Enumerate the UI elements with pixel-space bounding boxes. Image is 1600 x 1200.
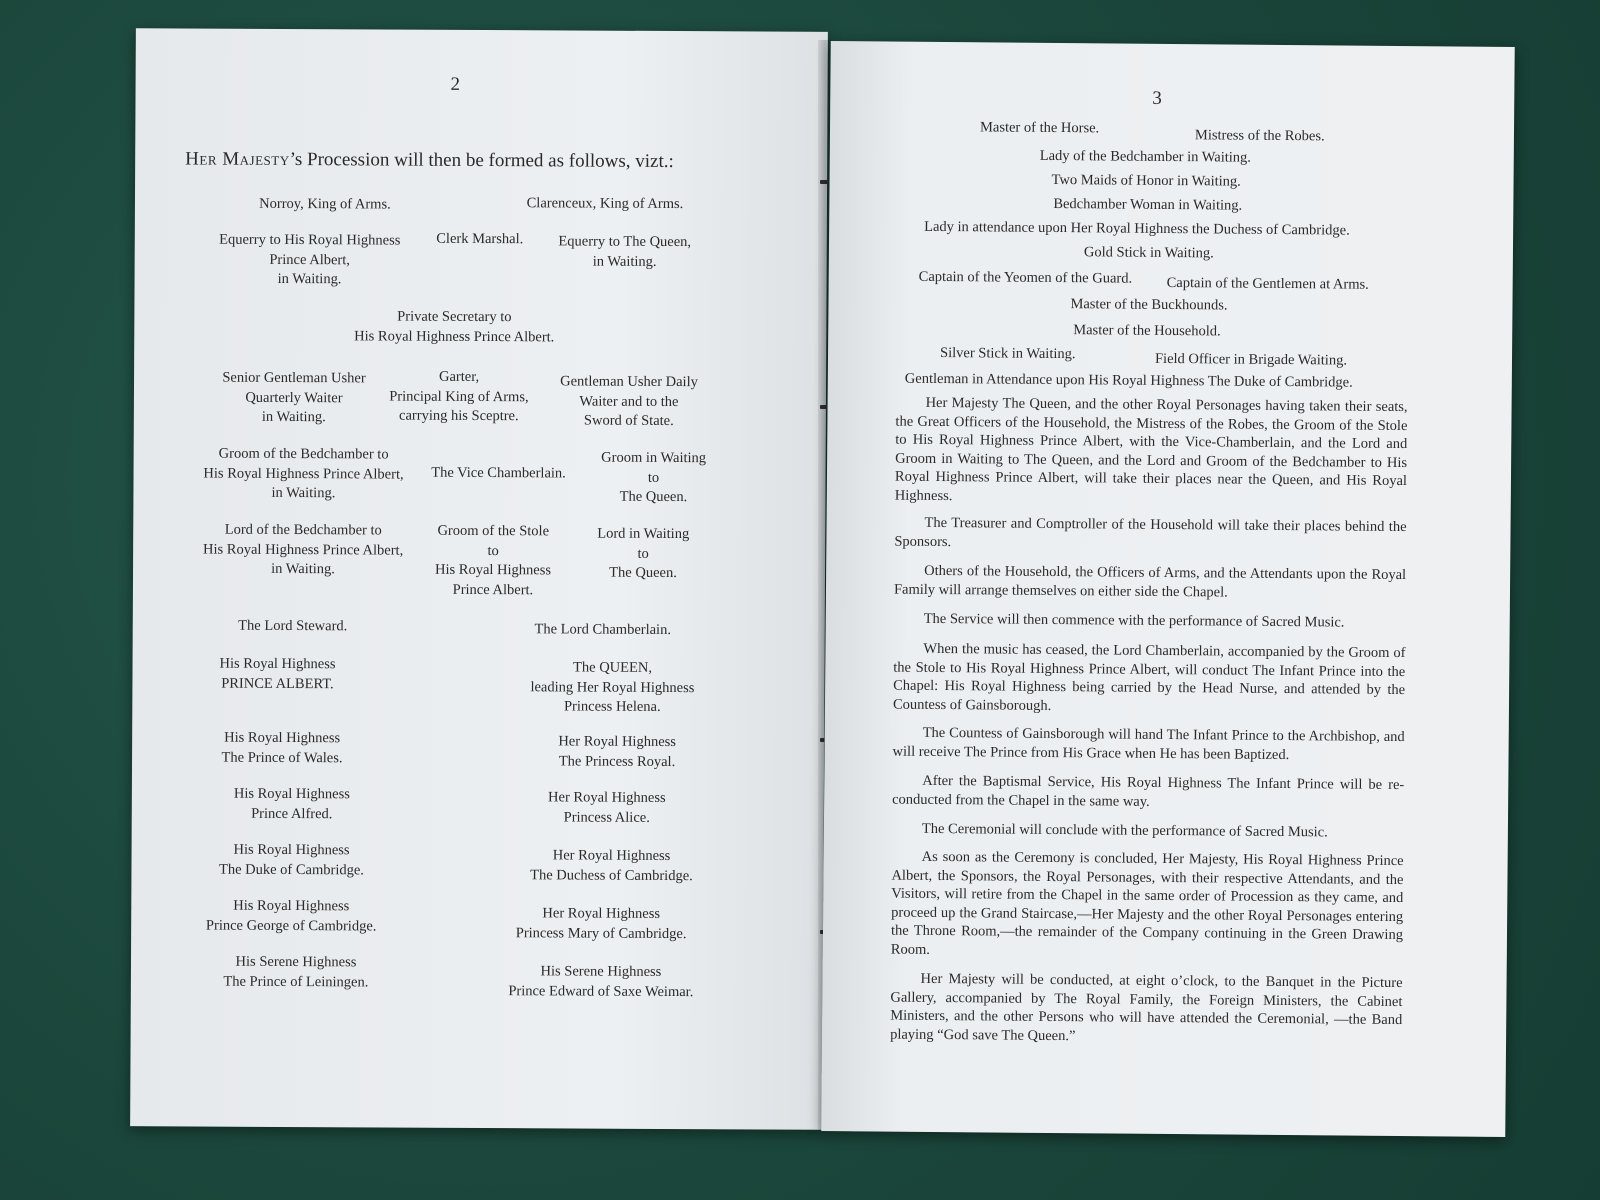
attendant-line: Gold Stick in Waiting.: [1083, 244, 1214, 262]
royal-entry: His Serene Highness Prince Edward of Saxe Weimar.: [508, 963, 694, 1000]
royal-entry: Her Royal Highness The Duchess of Cambridge.: [530, 847, 693, 884]
attendant-line: Bedchamber Woman in Waiting.: [1053, 195, 1243, 214]
officer-entry: The Lord Chamberlain.: [534, 621, 672, 639]
ceremony-paragraph: Her Majesty The Queen, and the other Royal Personages having taken their seats, the Great Officers of the Household, the Mistress of the Robes, the Groom of the Stole to His Royal Highness Prince Albert, with the Vice-Chamberlain, and the Lord and Groom in Waiting to The Queen, and the Lord and Groom of the Bedchamber to His Royal Highness Prince Albert, will take their places near the Queen, and His Royal Highness.: [894, 394, 1408, 505]
attendant-line: Master of the Household.: [1073, 322, 1221, 340]
attendant-line: Mistress of the Robes.: [1194, 127, 1325, 145]
attendant-line: Silver Stick in Waiting.: [939, 345, 1076, 363]
royal-entry: Her Royal Highness Princess Alice.: [548, 789, 666, 826]
attendant-line: Gentleman in Attendance upon His Royal Highness The Duke of Cambridge.: [904, 370, 1353, 391]
officer-entry: Private Secretary to His Royal Highness Prince Albert.: [354, 308, 555, 345]
ceremony-paragraph: Her Majesty will be conducted, at eight o’clock, to the Banquet in the Picture Gallery, accompanied by The Royal Family, the Foreign Ministers, the Cabinet Ministers, and the other Persons who will have attended the Ceremonial, —the Band playing “God save The Queen.”: [890, 970, 1403, 1044]
ceremony-paragraph: When the music has ceased, the Lord Chamberlain, accompanied by the Groom of the Stole to His Royal Highness Prince Albert, will conduct The Infant Prince into the Chapel: His Royal Highness being carried by the Head Nurse, and attended by the Countess of Gainsborough.: [892, 640, 1406, 714]
royal-entry: His Royal Highness The Prince of Wales.: [221, 729, 343, 766]
officer-entry: Clerk Marshal.: [436, 230, 524, 248]
royal-entry: His Royal Highness PRINCE ALBERT.: [219, 655, 336, 692]
royal-entry: Her Royal Highness The Princess Royal.: [558, 733, 676, 770]
royal-entry: The QUEEN, leading Her Royal Highness Princess Helena.: [530, 659, 695, 715]
attendant-line: Captain of the Gentlemen at Arms.: [1166, 274, 1369, 293]
attendant-line: Master of the Horse.: [979, 119, 1100, 137]
officer-entry: Senior Gentleman Usher Quarterly Waiter in Waiting.: [222, 369, 366, 426]
ceremony-paragraph: The Ceremonial will conclude with the performance of Sacred Music.: [921, 820, 1328, 841]
heading-emphasis: Her Majesty: [185, 148, 290, 171]
royal-entry: Her Royal Highness Princess Mary of Cambridge.: [515, 905, 687, 942]
right-page: [821, 41, 1514, 1137]
officer-entry: Groom of the Bedchamber to His Royal Highness Prince Albert, in Waiting.: [203, 445, 404, 502]
officer-entry: Garter, Principal King of Arms, carrying his Sceptre.: [389, 368, 529, 425]
officer-entry: Norroy, King of Arms.: [259, 195, 391, 213]
attendant-line: Lady of the Bedchamber in Waiting.: [1039, 147, 1252, 166]
attendant-line: Master of the Buckhounds.: [1070, 296, 1228, 314]
ceremony-paragraph: As soon as the Ceremony is concluded, Her Majesty, His Royal Highness Prince Albert, the Sponsors, the Royal Personages, with their respective Attendants, and the Visitors, will retire from the Chapel in the same order of Procession as they came, and proceed up the Grand Staircase,—Her Majesty and the other Royal Personages entering the Throne Room,—the remainder of the Company continuing in the Green Drawing Room.: [890, 848, 1404, 958]
page-heading: [185, 148, 785, 173]
officer-entry: Groom in Waiting to The Queen.: [601, 449, 707, 506]
attendant-line: Two Maids of Honor in Waiting.: [1051, 171, 1241, 190]
page-number: 2: [450, 73, 461, 95]
royal-entry: His Royal Highness Prince Alfred.: [233, 785, 350, 822]
officer-entry: Groom of the Stole to His Royal Highness Prince Albert.: [435, 522, 552, 598]
royal-entry: His Royal Highness Prince George of Cambridge.: [205, 897, 377, 934]
officer-entry: The Lord Steward.: [238, 617, 348, 635]
officer-entry: Equerry to The Queen, in Waiting.: [558, 233, 692, 270]
binding-stitch: [820, 180, 828, 184]
ceremony-paragraph: After the Baptismal Service, His Royal Highness The Infant Prince will be re-conducted from the Chapel in the same way.: [892, 772, 1405, 810]
attendant-line: Lady in attendance upon Her Royal Highness the Duchess of Cambridge.: [924, 218, 1350, 239]
officer-entry: The Vice Chamberlain.: [431, 464, 566, 482]
officer-entry: Clarenceux, King of Arms.: [526, 195, 684, 213]
heading-text: ’s Procession will then be formed as follows, vizt.:: [289, 149, 674, 173]
left-page: [130, 28, 828, 1130]
royal-entry: His Royal Highness The Duke of Cambridge.: [218, 841, 365, 878]
ceremony-paragraph: The Service will then commence with the performance of Sacred Music.: [923, 610, 1345, 631]
officer-entry: Equerry to His Royal Highness Prince Albert, in Waiting.: [219, 231, 401, 288]
officer-entry: Gentleman Usher Daily Waiter and to the Sword of State.: [560, 373, 698, 430]
officer-entry: Lord in Waiting to The Queen.: [597, 525, 690, 582]
ceremony-paragraph: Others of the Household, the Officers of Arms, and the Attendants upon the Royal Family will arrange themselves on either side the Chapel.: [893, 562, 1407, 601]
attendant-line: Captain of the Yeomen of the Guard.: [918, 268, 1133, 287]
officer-entry: Lord of the Bedchamber to His Royal Highness Prince Albert, in Waiting.: [203, 521, 404, 578]
ceremony-paragraph: The Treasurer and Comptroller of the Household will take their places behind the Sponsors.: [894, 514, 1407, 550]
attendant-line: Field Officer in Brigade Waiting.: [1154, 350, 1348, 369]
royal-entry: His Serene Highness The Prince of Leiningen.: [223, 953, 369, 990]
page-number: 3: [1152, 87, 1162, 109]
ceremony-paragraph: The Countess of Gainsborough will hand The Infant Prince to the Archbishop, and will receive The Prince from His Grace when He has been Baptized.: [892, 724, 1405, 763]
